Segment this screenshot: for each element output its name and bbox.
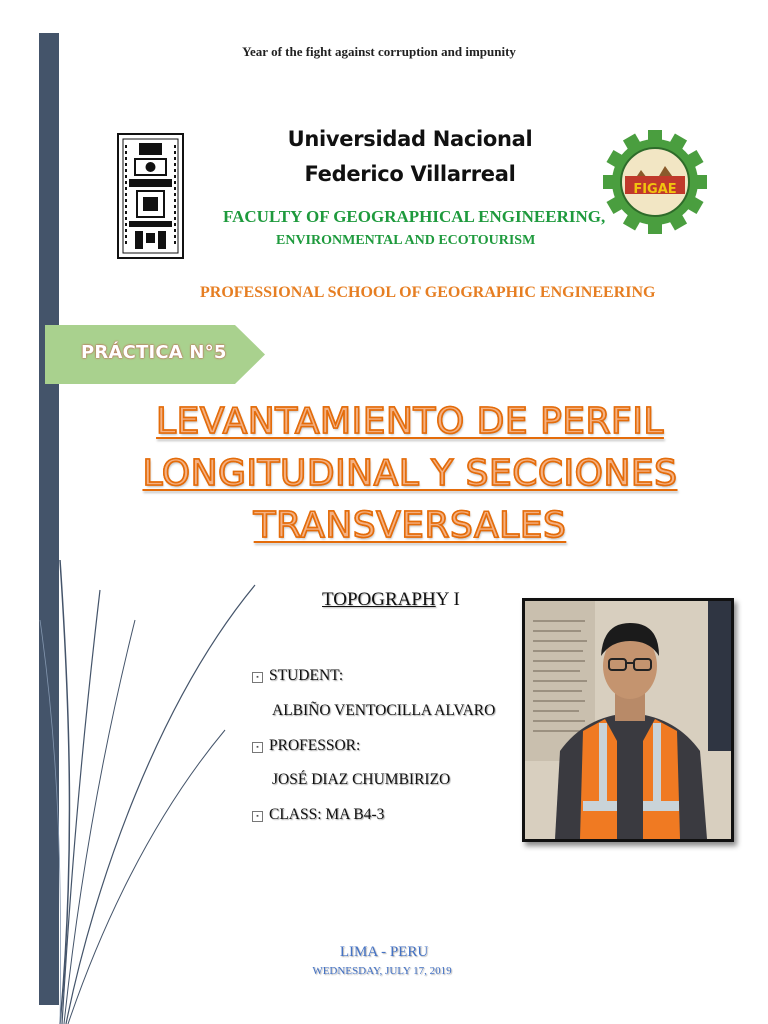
course-name bbox=[322, 589, 460, 611]
professor-name: JOSÉ DIAZ CHUMBIRIZO bbox=[272, 771, 451, 788]
university-name-line2: Federico Villarreal bbox=[304, 162, 516, 186]
svg-text:FIGAE: FIGAE bbox=[633, 182, 677, 197]
course-name-rest: Y I bbox=[435, 589, 460, 610]
document-title-line1: LEVANTAMIENTO DE PERFIL bbox=[156, 401, 664, 442]
student-label-item: ▪ STUDENT: bbox=[252, 667, 343, 685]
footer-date: WEDNESDAY, JULY 17, 2019 bbox=[312, 965, 452, 977]
faculty-gear-logo bbox=[600, 130, 710, 234]
course-name-underlined: TOPOGRAPH bbox=[322, 589, 436, 610]
university-seal-logo bbox=[117, 133, 184, 259]
class-item: ▪ CLASS: MA B4-3 bbox=[252, 806, 384, 824]
practice-number-label: PRÁCTICA N°5 bbox=[81, 342, 227, 363]
bullet-icon: ▪ bbox=[252, 811, 263, 822]
faculty-name-line1: FACULTY OF GEOGRAPHICAL ENGINEERING, bbox=[223, 207, 606, 226]
university-name-line1: Universidad Nacional bbox=[287, 127, 533, 151]
faculty-name-line2: ENVIRONMENTAL AND ECOTOURISM bbox=[276, 233, 536, 248]
year-motto: Year of the fight against corruption and impunity bbox=[242, 44, 516, 59]
document-title-line3: TRANSVERSALES bbox=[253, 505, 567, 546]
bullet-icon: ▪ bbox=[252, 672, 263, 683]
school-name: PROFESSIONAL SCHOOL OF GEOGRAPHIC ENGINEERING bbox=[200, 284, 656, 301]
bullet-icon: ▪ bbox=[252, 742, 263, 753]
practice-banner bbox=[45, 325, 265, 384]
professor-label-item: ▪ PROFESSOR: bbox=[252, 737, 360, 755]
document-title-line2: LONGITUDINAL Y SECCIONES bbox=[142, 453, 678, 494]
student-photo bbox=[522, 598, 734, 842]
student-name: ALBIÑO VENTOCILLA ALVARO bbox=[272, 702, 496, 719]
footer-city: LIMA - PERU bbox=[339, 944, 429, 960]
